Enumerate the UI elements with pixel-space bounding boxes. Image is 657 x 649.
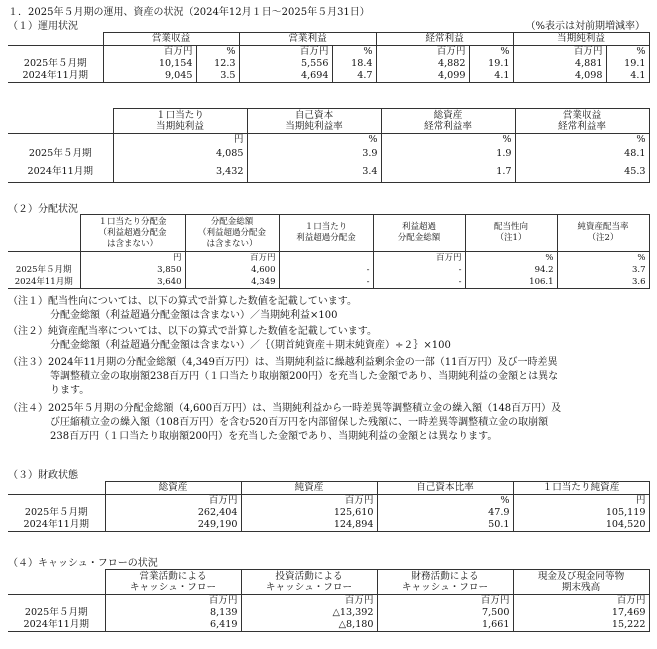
unit-cell: % (465, 252, 557, 265)
unit-cell: % (196, 46, 239, 59)
s2-title: （２）分配状況 (8, 204, 78, 215)
data-cell: 3,850 (80, 264, 185, 276)
unit-cell: 百万円 (105, 595, 241, 608)
data-cell: △8,180 (241, 619, 377, 632)
unit-cell: % (606, 46, 649, 59)
col-header: 営業活動による キャッシュ・フロー (105, 570, 241, 595)
table-row (8, 607, 649, 619)
col-header: 総資産 経常利益率 (381, 109, 515, 134)
data-cell: 9,045 (103, 70, 196, 83)
data-cell: 50.1 (377, 519, 513, 532)
unit-cell: 百万円 (239, 46, 332, 59)
data-cell: 10,154 (103, 58, 196, 70)
data-cell: 4,882 (376, 58, 469, 70)
data-cell: 3.6 (557, 276, 649, 289)
col-header: １口当たり分配金 （利益超過分配金 は含まない） (80, 215, 185, 252)
col-header: 自己資本 当期純利益率 (247, 109, 381, 134)
col-header: １口当たり純資産 (513, 482, 649, 495)
data-cell: 4.1 (469, 70, 513, 83)
unit-cell: 百万円 (105, 495, 241, 508)
col-header: 純資産配当率 （注2） (557, 215, 649, 252)
data-cell: - (279, 276, 373, 289)
col-header: 営業収益 経常利益率 (515, 109, 649, 134)
col-header: 営業収益 (103, 33, 239, 46)
unit-cell: 百万円 (185, 252, 279, 265)
data-cell: 19.1 (469, 58, 513, 70)
data-cell: 4,099 (376, 70, 469, 83)
table-row (8, 276, 649, 289)
unit-cell: % (247, 134, 381, 147)
row-label: 2025年５月期 (8, 146, 113, 162)
data-cell: 3,432 (113, 162, 247, 182)
col-header: 自己資本比率 (377, 482, 513, 495)
data-cell: 125,610 (241, 507, 377, 519)
row-label: 2025年５月期 (8, 264, 80, 276)
unit-cell: 百万円 (241, 595, 377, 608)
col-header: 分配金総額 （利益超過分配金 は含まない） (185, 215, 279, 252)
financial-position-table (8, 481, 650, 532)
row-label: 2024年11月期 (8, 70, 103, 83)
data-cell: 4.7 (332, 70, 376, 83)
unit-cell: 百万円 (377, 595, 513, 608)
data-cell: 4,881 (513, 58, 606, 70)
data-cell: 4,694 (239, 70, 332, 83)
unit-cell: 百万円 (513, 595, 649, 608)
data-cell: 249,190 (105, 519, 241, 532)
data-cell: - (373, 264, 465, 276)
unit-cell (279, 252, 373, 265)
data-cell: 48.1 (515, 146, 649, 162)
col-header: 利益超過 分配金総額 (373, 215, 465, 252)
unit-cell: 百万円 (373, 252, 465, 265)
data-cell: 17,469 (513, 607, 649, 619)
data-cell: 106.1 (465, 276, 557, 289)
note-4: （注４）2025年５月期の分配金総額（4,600百万円）は、当期純利益から一時差異等調整積立金の繰入額（148百万円）及 び圧縮積立金の繰入額（108百万円）を含む520百万円を内部留保した残額に、一時差異等調整積立金の取崩額 238百万円（１口当たり取崩額200円）を充当した金額であり、当期純利益の金額とは異なります。 (8, 403, 562, 442)
row-label: 2025年５月期 (8, 607, 105, 619)
data-cell: 6,419 (105, 619, 241, 632)
data-cell: 4.1 (606, 70, 649, 83)
col-header: １口当たり 当期純利益 (113, 109, 247, 134)
s1-title: （１）運用状況 (8, 21, 78, 32)
col-header: 純資産 (241, 482, 377, 495)
col-header: 営業利益 (239, 33, 376, 46)
s3-title: （３）財政状態 (8, 470, 78, 481)
table-row (8, 70, 649, 83)
data-cell: 4,349 (185, 276, 279, 289)
unit-cell: 百万円 (241, 495, 377, 508)
s4-title: （４）キャッシュ・フローの状況 (8, 558, 158, 569)
unit-cell: % (332, 46, 376, 59)
data-cell: 45.3 (515, 162, 649, 182)
table-row (8, 162, 649, 182)
data-cell: 18.4 (332, 58, 376, 70)
operations-table (8, 32, 650, 83)
col-header: 投資活動による キャッシュ・フロー (241, 570, 377, 595)
row-label: 2024年11月期 (8, 619, 105, 632)
unit-cell: % (377, 495, 513, 508)
unit-cell: 百万円 (513, 46, 606, 59)
note-2: （注２）純資産配当率については、以下の算式で計算した数値を記載しています。 分配金総額（利益超過分配金額は含まない）／｛（期首純資産＋期末純資産）÷２｝×100 (8, 326, 451, 351)
col-header: 財務活動による キャッシュ・フロー (377, 570, 513, 595)
data-cell: △13,392 (241, 607, 377, 619)
unit-cell: % (515, 134, 649, 147)
unit-cell: 百万円 (376, 46, 469, 59)
data-cell: 4,085 (113, 146, 247, 162)
data-cell: 1.7 (381, 162, 515, 182)
table-row (8, 519, 649, 532)
data-cell: - (373, 276, 465, 289)
row-label: 2025年５月期 (8, 58, 103, 70)
data-cell: 94.2 (465, 264, 557, 276)
col-header: 経常利益 (376, 33, 513, 46)
cash-flow-table (8, 569, 650, 632)
data-cell: 3,640 (80, 276, 185, 289)
note-1: （注１）配当性向については、以下の算式で計算した数値を記載しています。 分配金総額（利益超過分配金額は含まない）／当期純利益×100 (8, 296, 357, 321)
distribution-table (8, 214, 650, 289)
data-cell: 105,119 (513, 507, 649, 519)
col-header: 配当性向 （注1） (465, 215, 557, 252)
unit-cell: 円 (80, 252, 185, 265)
col-header: 現金及び現金同等物 期末残高 (513, 570, 649, 595)
data-cell: 4,098 (513, 70, 606, 83)
col-header: １口当たり 利益超過分配金 (279, 215, 373, 252)
row-label: 2024年11月期 (8, 276, 80, 289)
data-cell: 124,894 (241, 519, 377, 532)
table-row (8, 264, 649, 276)
table-row (8, 619, 649, 632)
row-label: 2025年５月期 (8, 507, 105, 519)
col-header: 当期純利益 (513, 33, 649, 46)
data-cell: 5,556 (239, 58, 332, 70)
data-cell: 8,139 (105, 607, 241, 619)
col-header: 総資産 (105, 482, 241, 495)
note-3: （注３）2024年11月期の分配金総額（4,349百万円）は、当期純利益に繰越利益剰余金の一部（11百万円）及び一時差異 等調整積立金の取崩額238百万円（１口当たり取崩額200円）を充当した金額であり、当期純利益の金額とは異な ります。 (8, 357, 559, 396)
table-row (8, 146, 649, 162)
unit-cell: % (469, 46, 513, 59)
data-cell: - (279, 264, 373, 276)
row-label: 2024年11月期 (8, 162, 113, 182)
unit-cell: 円 (513, 495, 649, 508)
unit-cell: 円 (113, 134, 247, 147)
data-cell: 15,222 (513, 619, 649, 632)
table-row (8, 507, 649, 519)
row-label: 2024年11月期 (8, 519, 105, 532)
data-cell: 3.7 (557, 264, 649, 276)
data-cell: 12.3 (196, 58, 239, 70)
section-heading: １．2025年５月期の運用、資産の状況（2024年12月１日～2025年５月31日） (8, 7, 370, 18)
ratios-table (8, 108, 650, 183)
data-cell: 4,600 (185, 264, 279, 276)
data-cell: 47.9 (377, 507, 513, 519)
data-cell: 1,661 (377, 619, 513, 632)
table-row (8, 58, 649, 70)
unit-cell: % (557, 252, 649, 265)
data-cell: 1.9 (381, 146, 515, 162)
unit-cell: 百万円 (103, 46, 196, 59)
data-cell: 262,404 (105, 507, 241, 519)
data-cell: 3.9 (247, 146, 381, 162)
s1-pct-note: （%表示は対前期増減率） (525, 21, 645, 32)
data-cell: 104,520 (513, 519, 649, 532)
data-cell: 7,500 (377, 607, 513, 619)
data-cell: 3.5 (196, 70, 239, 83)
data-cell: 19.1 (606, 58, 649, 70)
data-cell: 3.4 (247, 162, 381, 182)
unit-cell: % (381, 134, 515, 147)
